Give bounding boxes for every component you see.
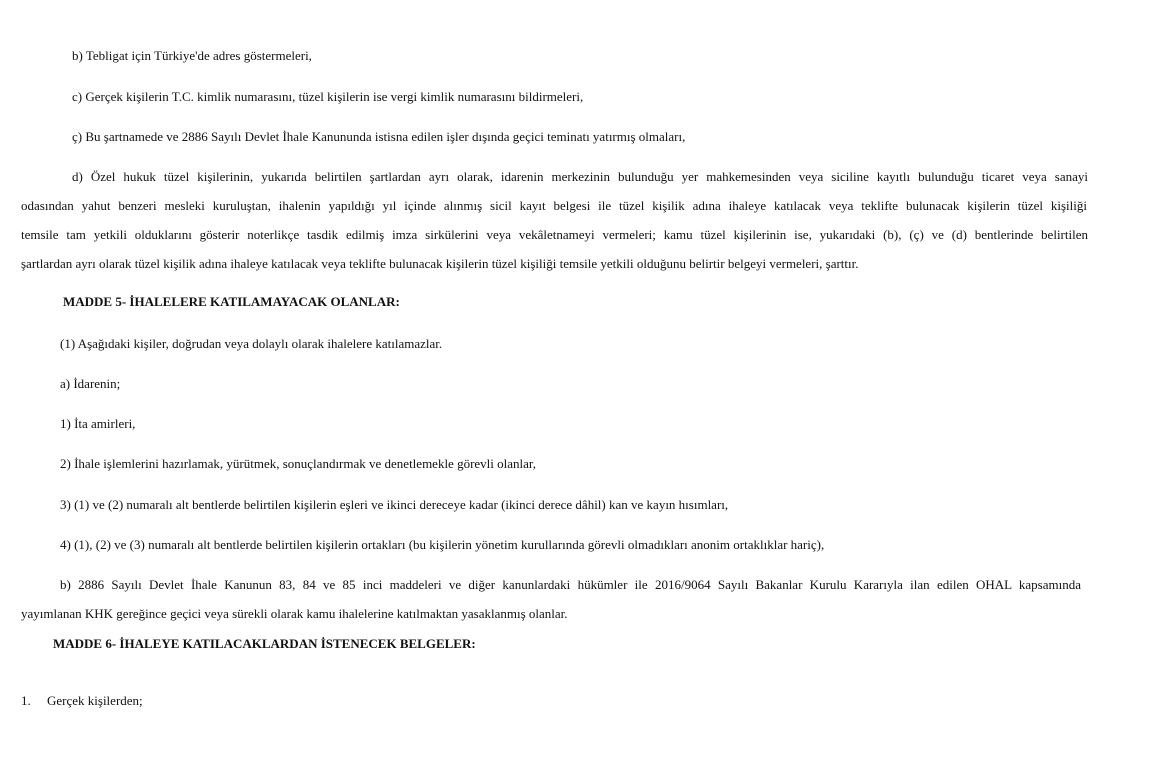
paragraph-d-ozel-line-4: şartlardan ayrı olarak tüzel kişilik adına ihaleye katılacak veya teklifte bulunacak kişilerin tüzel kişiliği temsile yetkili olduğunu belirtir belgeyi vermeleri, şarttır. (21, 256, 859, 271)
madde-5-heading: MADDE 5- İHALELERE KATILAMAYACAK OLANLAR: (63, 294, 400, 309)
madde-5-intro: (1) Aşağıdaki kişiler, doğrudan veya dolaylı olarak ihalelere katılamazlar. (60, 336, 443, 351)
madde-5-b-ohal-line-1: b) 2886 Sayılı Devlet İhale Kanunun 83, 84 ve 85 inci maddeleri ve diğer kanunlardaki hükümler ile 2016/9064 Sayılı Bakanlar Kurulu Kararıyla ilan edilen OHAL kapsamında (60, 577, 1081, 592)
madde-5-b-ohal-line-2: yayımlanan KHK gereğince geçici veya sürekli olarak kamu ihalelerine katılmaktan yasaklanmış olanlar. (21, 606, 568, 621)
paragraph-d-ozel-line-3: temsile tam yetkili olduklarını gösterir noterlikçe tasdik edilmiş imza sirkülerini veya vekâletnameyi vermeleri; kamu tüzel kişilerinin ise, yukarıdaki (b), (ç) ve (d) bentlerinde belirtilen (21, 227, 1088, 242)
madde-6-list-number: 1. (21, 693, 31, 708)
madde-5-item-3: 3) (1) ve (2) numaralı alt bentlerde belirtilen kişilerin eşleri ve ikinci dereceye kadar (ikinci derece dâhil) kan ve kayın hısımları, (60, 497, 729, 512)
madde-5-item-2: 2) İhale işlemlerini hazırlamak, yürütmek, sonuçlandırmak ve denetlemekle görevli olanlar, (60, 456, 536, 471)
paragraph-d-ozel-line-2: odasından yahut benzeri mesleki kuruluştan, ihalenin yapıldığı yıl içinde alınmış sicil kayıt belgesi ile tüzel kişilik adına ihaleye katılacak veya teklifte bulunacak kişilerin tüzel kişiliği (21, 198, 1087, 213)
paragraph-b-tebligat: b) Tebligat için Türkiye'de adres göstermeleri, (72, 48, 312, 63)
paragraph-c-kimlik: c) Gerçek kişilerin T.C. kimlik numarasını, tüzel kişilerin ise vergi kimlik numarasını bildirmeleri, (72, 89, 584, 104)
madde-5-a-idarenin: a) İdarenin; (60, 376, 121, 391)
paragraph-cc-teminat: ç) Bu şartnamede ve 2886 Sayılı Devlet İhale Kanununda istisna edilen işler dışında geçici teminatı yatırmış olmaları, (72, 129, 686, 144)
madde-6-list-item: Gerçek kişilerden; (47, 693, 143, 708)
madde-5-item-4: 4) (1), (2) ve (3) numaralı alt bentlerde belirtilen kişilerin ortakları (bu kişilerin yönetim kurullarında görevli olmadıkları anonim ortaklıklar hariç), (60, 537, 825, 552)
madde-5-item-1: 1) İta amirleri, (60, 416, 136, 431)
paragraph-d-ozel-line-1: d) Özel hukuk tüzel kişilerinin, yukarıda belirtilen şartlardan ayrı olarak, idarenin merkezinin bulunduğu yer mahkemesinden veya siciline kayıtlı bulunduğu ticaret veya sanayi (72, 169, 1088, 184)
madde-6-heading: MADDE 6- İHALEYE KATILACAKLARDAN İSTENECEK BELGELER: (53, 636, 476, 651)
